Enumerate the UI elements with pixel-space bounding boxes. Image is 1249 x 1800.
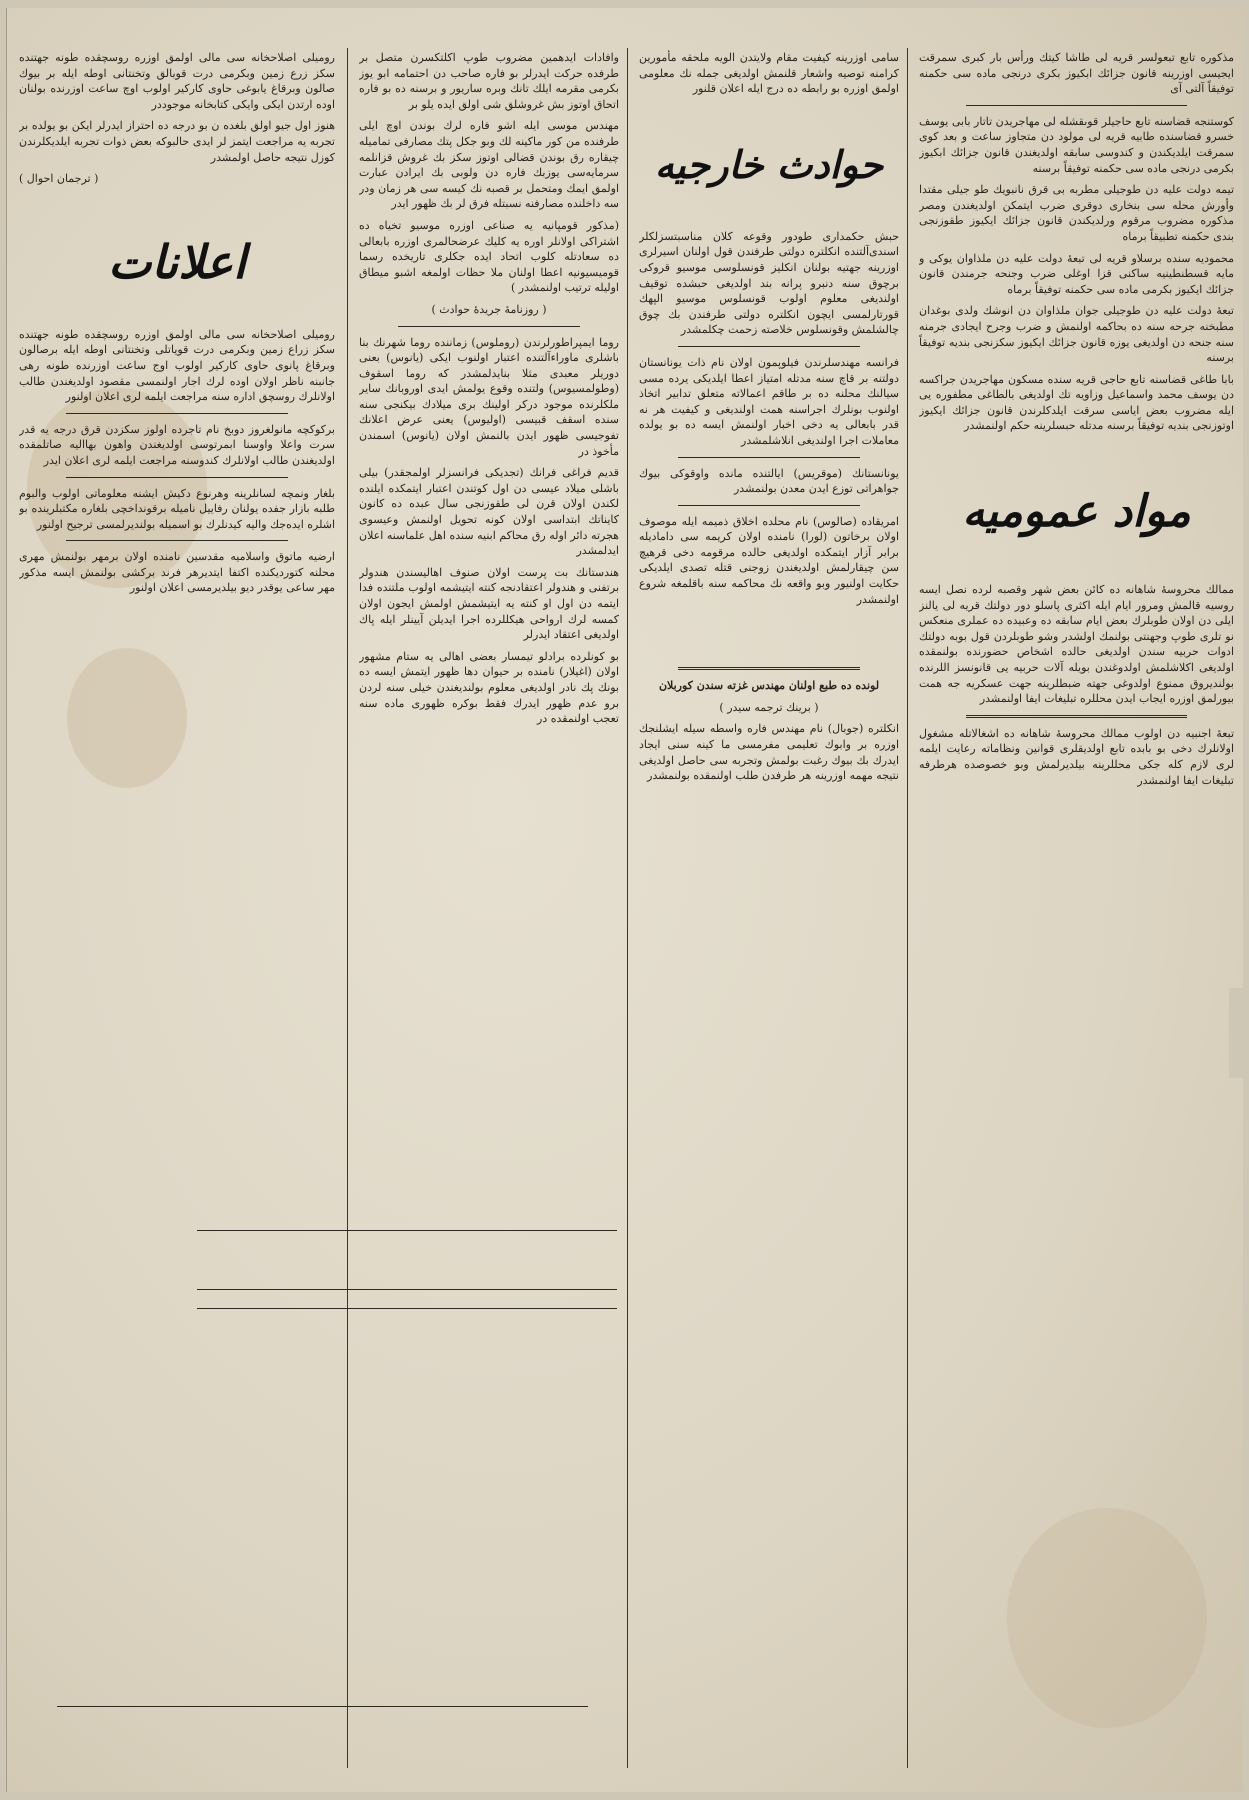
- article-paragraph: قديم فراغى فرانك (تجديكى فرانسزلر اولمجقدر) بيلى باشلى ميلاد عيسى دن اول كوتندن اعتبار ايتمكده ايلنده لكندن اولان قرن لى طقوزنجى سال عبده ده كانون كايناتك ابتداسى اولان كونه تحويل اولنمش وعيسوى هجرته دائر اوله رق محاكم ابنيه سنده اهل علماسنه اعلان ايدلمشدر: [359, 466, 619, 558]
- article-paragraph: بو كونلرده برادلو تيمسار بعضى اهالى يه ستام مشهور اولان (اغيلار) نامنده بر حيوان دها ظهور ايتمش ايسه ده بونك پك نادر اولديغى معلوم بولنديغندن خيلى سنه لردن برو عدم ظهور ايدرك فقط بوكره ظهورى ماده سنه تعجب اولنمقده در: [359, 649, 619, 726]
- article-paragraph: وافادات ايدهمين مضروب طوپ اكلتكسرن متصل بر طرفده حركت ايدرلر بو فاره صاحب دن احتمامه ابو يوز بكرمى مقرمه ايلك تانك وبره ساريور و برسنه ده بو فاره اتحاق اوتوز بش غروشلق شى اولق ايده يلو بر: [359, 51, 619, 111]
- article-paragraph: انكلتره (جوبال) نام مهندس فاره واسطه سيله ايشلنجك اوزره بر وابوك تعليمى مفرمسى ما كينه سنى ايجاد ايدرك بك بيوك رغبت بولمش وتجربه سى حاصل اولديغى نتيجه مهمه اوزرينه هر طرفدن طلب اولنمقده بولنمشدر: [639, 722, 899, 783]
- article-paragraph: فرانسه مهندسلرندن فيلوپمون اولان نام ذات يونانستان دولتنه بر قاچ سنه مدتله امتياز اعطا ايلديكى يرده مسى سيالنك محلنه ده بر طاقم اعمالاته متعلق تدابير اتخاذ اولنوب بونلرك اجراسنه همت اولنديغى و كيفيت هر نه قدر بابعالى يه دخى اخبار اولنمش ايسه ده بو يولده معاملات اجرا اولنديغى انلاشلمشدر: [639, 355, 899, 447]
- column-2: [639, 50, 899, 1780]
- separator: [57, 1706, 588, 1707]
- article-paragraph: هنوز اول جيو اولق بلغده ن بو درجه ده احتراز ايدرلر ايكن بو يولده بر تجربه يه مراجعت ايتمز لر ايدى حالبوكه بعض ذوات تجربه ايلديكلرندن كوزل نتيجه حاصل اولمشدر: [19, 119, 335, 164]
- section-title: حوادث خارجيه: [654, 141, 884, 187]
- article-paragraph: بركوكچه مانولغروز دوبخ نام تاجرده اولوز سكزدن قرق درجه يه قدر سرت واعلا واوسنا ابمرتوسى اولديغندن واهون بهااليه صاتلمقده اولديغندن طالب اولانلرك كندوسنه مراجعت ايلمه لرى اعلان ايدر: [19, 422, 335, 467]
- separator: [66, 413, 287, 414]
- article-paragraph: بابا طاغى قضاسنه تابع حاجى قريه سنده مسكون مهاجريدن جراكسه دن يوسف محمد واسماعيل وزاويه تك اولديغى بالطاغى مطفوره يى ايله مضروب بعض اياسى سرقت ايلدكلرندن قانون جزائك ايكيوز اوتوزنجى بنديه توفيقاً برسنه مدتله حبسلرينه حكم اولنمشدر: [919, 372, 1234, 433]
- footer-table: [197, 1341, 617, 1353]
- article-paragraph: حبش حكمدارى طودور وقوعه كلان مناسبتسزلكلر اسندى‌آلتنده انكلتره دولتى طرفندن قول اولنان اسيرلرى اوزرينه جهتيه بولنان انكليز قونسلوسى موسيو قروكى برچوق سنه دنبرو پرانه بند اولديغى حبشده توقيف اولنديغى معلوم اولوب قونسلوس موسيو الپهك قورتارلمسى ايچون انكلتره دولتى طرفندن بك چوق چالشلمش وقونسلوس خلاصته زحمت چكلمشدر: [639, 229, 899, 337]
- article-paragraph: هندستانك بت پرست اولان صنوف اهاليسندن هندولر برتفنى و هندولر اعتقادنجه كنته ايتيشمه اولوب ملتنده فدا ايتمه دن اول او كنته يه ايتيشمش اولمش ايجون اولان كمسه لرك ارواحى هيكللرده اجرا ايديلن آيينلر ايله پاك اولديغى اعتقاد ايدرلر: [359, 565, 619, 642]
- table-total-row: [197, 1231, 617, 1238]
- article-paragraph: روميلى اصلاحخانه سى مالى اولمق اوزره روسچقده طونه جهتنده سكز زرع زمين وبكرمى درت قوبالق وتخنتانى اوطه ايله بر بيوك صالون وبرقاغ يابوغى حاوى كاركير اولوب اوچ ساعت اوزرنده بولنان اوده ارتدن ايكى وايكى كتابخانه موجوددر: [19, 51, 335, 111]
- separator: [678, 505, 860, 506]
- separator: [66, 477, 287, 478]
- newspaper-page: [6, 8, 1243, 1792]
- column-3: [359, 50, 619, 1130]
- bottom-notice: [27, 1698, 617, 1715]
- separator: [678, 346, 860, 347]
- article-paragraph: ارضيه ماتوق واسلاميه مقدسين نامنده اولان برمهر بولنمش مهرى محلنه كتورديكنده اكتفا ايتديرهر فرند بركشى بولنمش ايسه مذكور مهر ساعى يوقدر ديو بيلديرمسى اعلان اولنور: [19, 550, 335, 595]
- box-subtitle: ( برينك ترجمه سيدر ): [719, 700, 819, 714]
- separator: [966, 105, 1187, 106]
- article-paragraph: روما ايمپراطورلرندن (روملوس) زماننده روما شهرنك بنا باشلرى ماوراءآلتنده اعتبار اولنوب ايكى (يانوس) بعنى دوريلر معبدى مثلا بنايدلمشدر كه روما اسقوف (وطولمسيوس) ولتنده وقوع يولمش ايدى اوروبانك ساير ملكلرنده موجود دركر اولينك برى ميلادك بيكنجى سنه سنده اسقف قبيسى (اوليوس) يعنى عرض اعلانك تفوجيسى ظهور ايدن بالنمش اولان (يانوس) اسمندن مأخوذ در: [359, 335, 619, 458]
- separator: [678, 457, 860, 458]
- table-total: [292, 1231, 387, 1238]
- separator: [398, 326, 580, 327]
- column-rule: [347, 48, 348, 1768]
- column-1: [919, 50, 1234, 1780]
- article-paragraph: سامى اوزرينه كيفيت مقام ولايتدن الويه ملحقه مأمورين كرامنه توصيه واشعار قلنمش اولديغى جمله نك معلومى اولمق اوزره بو رابطه ده درج ايله اعلان قلنور: [639, 51, 899, 96]
- article-paragraph: (مذكور قومپانيه يه صناعى اوزره موسيو تخياه ده اشتراكى اولانلر اوره يه كليك عرضحالمرى اوزره بابعالى ده سعادتله كلوب اتحاد ايده جكلرى تاريخده رسما قوميسيونيه اعطا اولنان ملا حظات اولمغه اشبو ميطاق اوليله ترتيب اولنمشدر ): [359, 218, 619, 295]
- article-paragraph: محموديه سنده برسلاو قريه لى تبعهٔ دولت عليه دن ملذاوان يوكى و مايه قسطنطينيه ساكنى قزا اوغلى ضرب وجنحه جرمندن قانون جزائك ايكيوز بكرمى ماده سى حكمنه توفيقاً برماه: [919, 251, 1234, 296]
- column-rule: [627, 48, 628, 1768]
- iron-table: [197, 1265, 617, 1315]
- article-paragraph: كوستنجه قضاسنه تابع حاجيلر قوىقشله لى مهاجريدن تاتار بابى يوسف خسرو قضاسنده طابيه قريه لى مولود دن متجاوز ساعت و بعد كوى سمرقت ايلديكندن و كندوسى سابقه اولديغندن قانون جزائك ابكيوز بكرمى درنجى ماده سى حكمنه توفيقاً برسنه: [919, 114, 1234, 175]
- source-credit: ( ترجمان احوال ): [19, 172, 99, 186]
- table-total-row: [197, 1309, 617, 1316]
- torn-edge: [1229, 988, 1243, 1078]
- separator: [678, 667, 860, 670]
- section-title: مواد عموميه: [962, 486, 1191, 538]
- article-paragraph: تبعهٔ اجنبيه دن اولوب ممالك محروسهٔ شاهانه ده اشغالاتله مشغول اولانلرك دخى بو بابده تابع اولديقلرى قوانين ونظاماته رعايت ايلمه لرى لازم كله جكى محللرينه بيلديرلمش وبو خصوصده هرطرفه تبليغات ايفا اولنمشدر: [919, 726, 1234, 787]
- article-paragraph: تيمه دولت عليه دن طوجيلى مطربه بى قرق نانبويك طو جيلى مقتدا وأورش محله سى بنخارى دوقرى ضرب ايتمكن اولديغندن ومصر مذكوره مضروب مرقوم ورلديكندن قانون جزائك ايكيوز طقوزنجى بندى حكمنه تطبيقاً برماه: [919, 183, 1234, 243]
- box-title: لونده ده طبع اولنان مهندس غزته سندن كوربلان: [658, 679, 880, 693]
- column-4: [19, 50, 335, 1130]
- table-total: [197, 1309, 407, 1316]
- article-paragraph: مذكوره تابع تبعولسر قريه لى طاشا كيتك ورأس بار كبرى سمرقت ايجيسى اوزرينه قانون جزائك ابكيوز بكرى درنجى ماده سى حكمنه توفيقاً آلتى آى: [919, 51, 1234, 96]
- article-paragraph: بلغار ونمچه لسانلرينه وهرنوع دكيش ايشنه معلوماتى اولوب والبوم طلبه بازار جفده يولنان رفاييل ناميله برقونداخچى بلغاره مكتبلرينده بو اشلره ايده‌جك واليه كيدنلرك بو اسميله بولنديرلمسى ترجيح اولنور: [19, 486, 335, 531]
- article-paragraph: ممالك محروسهٔ شاهانه ده كائن بعض شهر وقصبه لرده نصل ايسه روسيه قالمش ومرور ايام ايله اكثرى پاسلو دور دولتك قريه لى يالنز ايلى دن اولان طوبلرك بعض ايام سابقه ده وعبيده ده عملرى منعكس نو تلرى طوپ وجهنتى بولنمك اولشدر وشو طوبلردن قول بوبه دولتك ادوات حربيه سندن اولديغى حالده اشخاص حضورنده بولنمقده اولديغى اكلاشلمش اولدوغندن بويله آلات حربيه يى قانونسز اللرنده بولنديروق ممنوع اولدوغى جهته ضبطلرينه جهت عسكريه جه همت بيورلمق اوزره ايجاب ايدن محللره تبليغات ايفا اولنمشدر: [919, 583, 1234, 706]
- separator: [966, 715, 1187, 718]
- article-paragraph: امريقاده (صالوس) نام محلده اخلاق ذميمه ايله موصوف اولان برخاتون (لورا) نامنده اولان كريمه سى داماديله برابر آزار ايتمكده اولديغى حالده مرقومه دخى قرهيچ سن چيقارلمش اولديغندن زوجنى قتله تصدى ايلديكى حكايت اولنيور وبو واقعه نك محاكمه سنه باقلمغه شروع اولنمشدر: [639, 514, 899, 606]
- article-paragraph: تبعهٔ دولت عليه دن طوجيلى جوان ملذاوان دن انوشك ولدى بوغدان مطبخنه جرحه سنه ده بحاكمه اولنمش و ضرب وجرح ايجادى جرمنه سنه جنحه دن اولديغى يوزه قانون جزائك ايكيوز سكزنجى بنديه توفيقاً برسنه: [919, 304, 1234, 365]
- revenue-table-block: [197, 1188, 617, 1353]
- source-credit: ( روزنامهٔ جريدهٔ حوادث ): [431, 302, 547, 316]
- article-paragraph: مهندس موسى ايله اشو فاره لرك بوندن اوچ ايلى طرفنده من كور ماكينه لك وبو جكل پتك مصارفى تماميله چيقاره رق بوندن قضالى اوتوز سكز بك غروش قزانلمه سرمايه‌سى يوزبك فاره دن ولوبى بك ايرادن عبارت اولمق ايمك ومتحمل بر قصبه نك كيسه سى هر زمان ودر سه داخلنده مصارفنه نسبتله فرق لر بك ظهور ايدر: [359, 119, 619, 211]
- section-title: اعلانات: [108, 234, 246, 289]
- article-paragraph: يونانستانك (موقريس) ايالتنده مانده واوقوكى بيوك جواهراتى توزع ايدن معدن بولنمشدر: [639, 466, 899, 496]
- table-cell: [407, 1347, 617, 1353]
- table-cell: [197, 1347, 407, 1353]
- table-row: [197, 1347, 617, 1353]
- article-paragraph: روميلى اصلاحخانه سى مالى اولمق اوزره روسچقده طونه جهتنده سكز زراع زمين وبكرمى درت قوياتلى وتخنتانى اوطه ايله برصالون وبرقاغ پانوى حاوى كاركير اولوب اوج ساعت اوزرنده طونه رهى جانبنه ناظر اولان اوده لرك اجار اولنمسى مقصود اولديغندن طالب اولانلرك روسچق اداره سنه مراجعت ايلمه لرى اعلان اولنور: [19, 327, 335, 404]
- revenue-table: [197, 1188, 617, 1237]
- column-rule: [907, 48, 908, 1768]
- separator: [66, 540, 287, 541]
